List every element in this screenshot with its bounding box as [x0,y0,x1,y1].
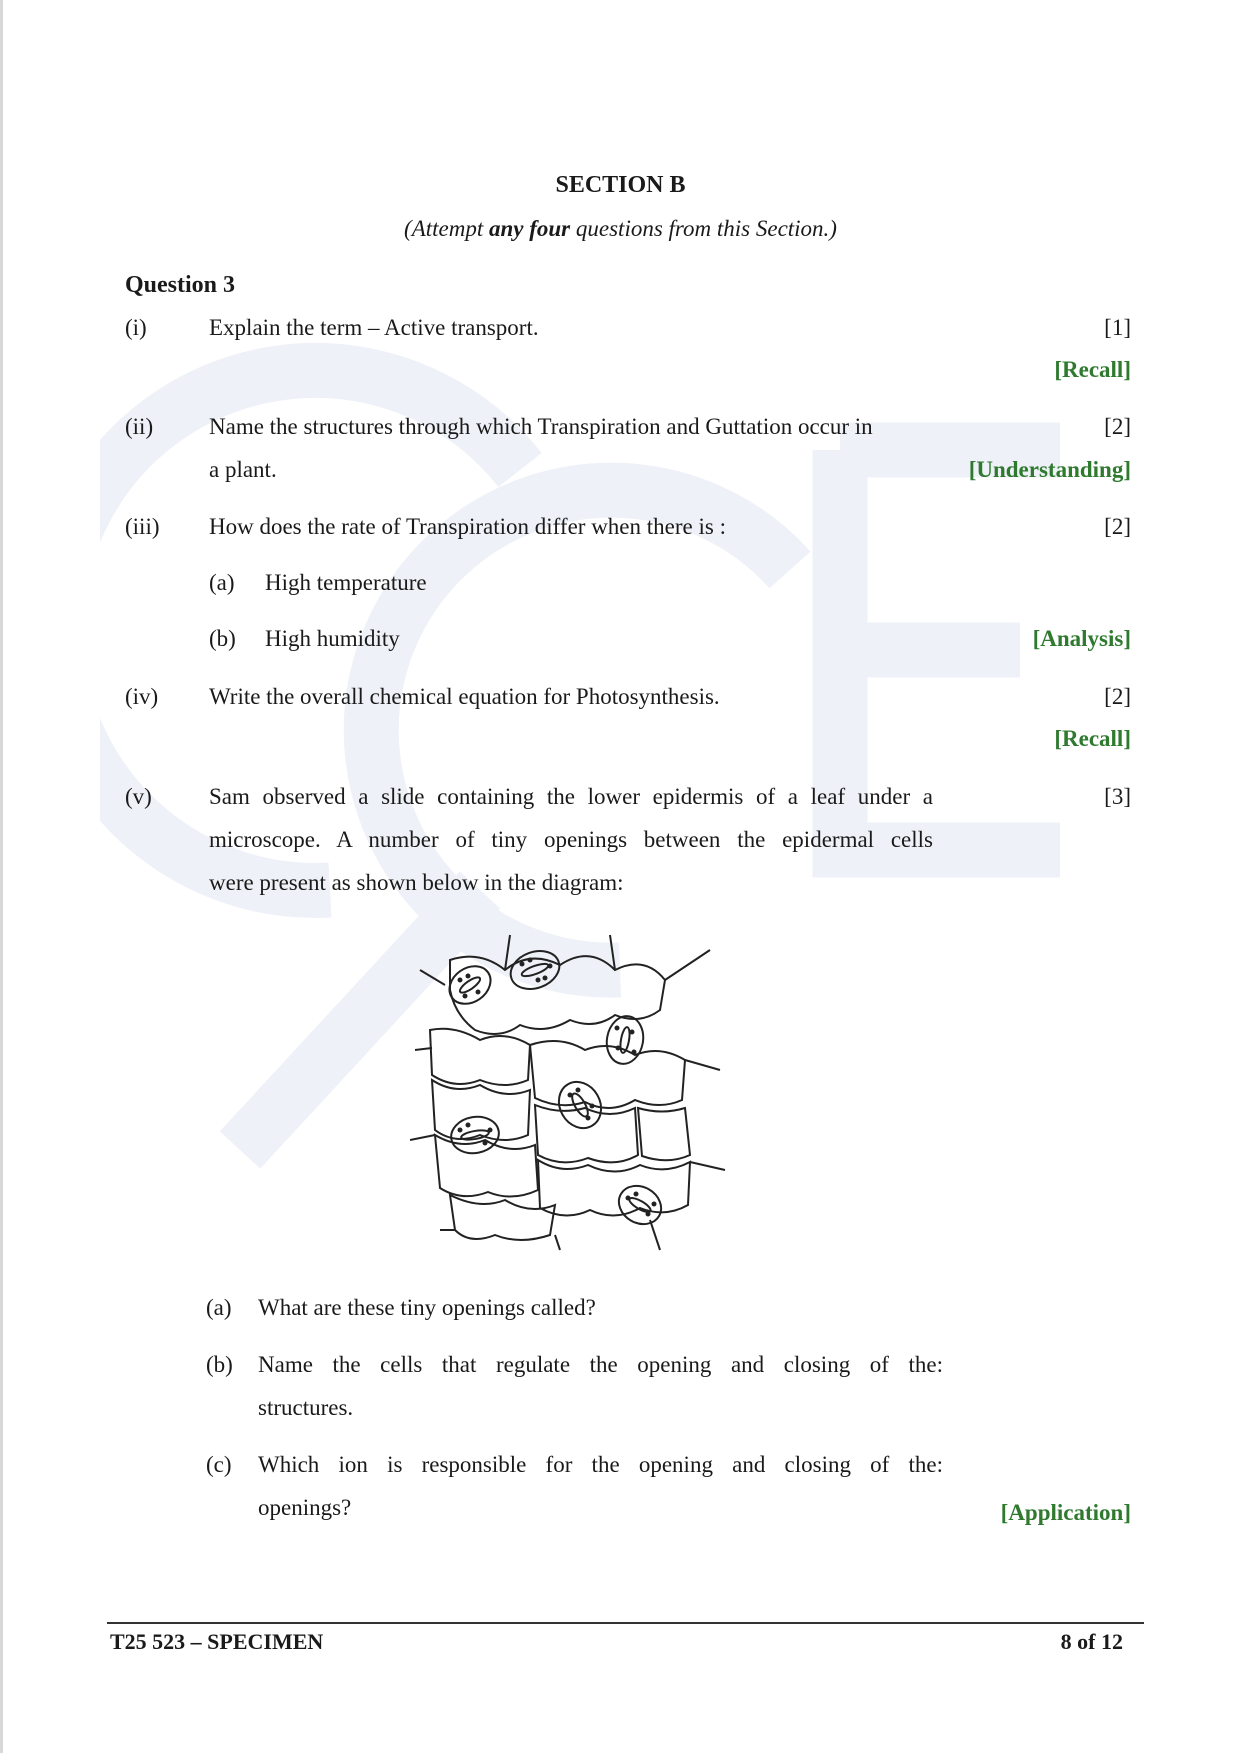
sub-label: (a) [209,570,235,595]
part-text: Explain the term – Active transport. [209,315,539,340]
sub-label: (c) [206,1452,232,1477]
sub-text: High humidity [265,626,400,651]
sub-text: Name the cells that regulate the opening and closing of the: [258,1352,943,1377]
page-number: 8 of 12 [1060,1629,1123,1654]
sub-text: What are these tiny openings called? [258,1295,596,1320]
skill-tag: [Analysis] [1032,626,1131,651]
sub-text: openings? [258,1495,352,1520]
question-title: Question 3 [125,272,236,298]
part-text: a plant. [209,457,277,482]
sub-text: Which ion is responsible for the opening and closing of the: [258,1452,943,1477]
marks-badge: [2] [1104,684,1131,709]
part-text: Sam observed a slide containing the lower epidermis of a leaf under a [209,784,933,809]
epidermal-cells [410,935,725,1250]
part-text: Name the structures through which Transpiration and Guttation occur in [209,414,873,439]
part-number: (iv) [125,684,159,709]
marks-badge: [2] [1104,514,1131,539]
stomata-diagram [410,930,740,1260]
part-text: were present as shown below in the diagram: [209,870,624,895]
part-number: (v) [125,784,152,809]
marks-badge: [1] [1104,315,1131,340]
skill-tag: [Understanding] [968,457,1131,482]
sub-text: High temperature [265,570,427,595]
skill-tag: [Recall] [1054,726,1131,751]
sub-label: (a) [206,1295,232,1320]
skill-tag: [Recall] [1054,357,1131,382]
page-left-edge [0,0,3,1753]
guard-cells [442,945,668,1232]
part-text: microscope. A number of tiny openings between the epidermal cells [209,827,933,852]
section-title: SECTION B [555,172,686,198]
marks-badge: [3] [1104,784,1131,809]
part-text: Write the overall chemical equation for Photosynthesis. [209,684,720,709]
paper-code: T25 523 – SPECIMEN [110,1629,324,1654]
sub-text: structures. [258,1395,354,1420]
part-number: (i) [125,315,147,340]
footer-rule [107,1622,1144,1624]
part-text: How does the rate of Transpiration differ when there is : [209,514,726,539]
sub-label: (b) [209,626,236,651]
section-instruction: (Attempt any four questions from this Section.) [404,216,837,241]
marks-badge: [2] [1104,414,1131,439]
sub-label: (b) [206,1352,233,1377]
skill-tag: [Application] [1000,1500,1131,1525]
part-number: (iii) [125,514,160,539]
chloroplasts [458,958,657,1217]
part-number: (ii) [125,414,154,439]
